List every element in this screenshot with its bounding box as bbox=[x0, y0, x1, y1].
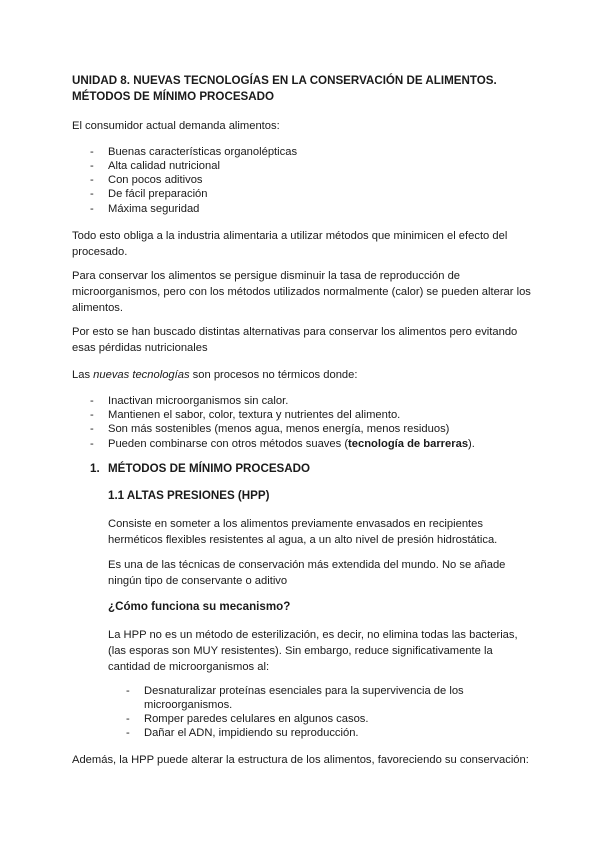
list-bullet: - bbox=[126, 685, 130, 697]
emphasis-term: nuevas tecnologías bbox=[93, 369, 190, 381]
text-run: son procesos no térmicos donde: bbox=[189, 369, 358, 381]
paragraph-line: Por esto se han buscado distintas alternativas para conservar los alimentos pero evitando bbox=[72, 326, 518, 338]
paragraph-line: esas pérdidas nutricionales bbox=[72, 342, 208, 354]
list-bullet: - bbox=[90, 160, 94, 172]
list-item: De fácil preparación bbox=[108, 188, 208, 200]
list-item: Con pocos aditivos bbox=[108, 174, 203, 186]
text-run: ). bbox=[468, 438, 475, 450]
paragraph-line: (las esporas son MUY resistentes). Sin embargo, reduce significativamente la bbox=[108, 645, 493, 657]
list-bullet: - bbox=[90, 174, 94, 186]
intro-text: El consumidor actual demanda alimentos: bbox=[72, 120, 280, 132]
text-run: Las bbox=[72, 369, 94, 381]
list-item: Inactivan microorganismos sin calor. bbox=[108, 395, 289, 407]
bold-term: tecnología de barreras bbox=[348, 438, 469, 450]
list-item: Buenas características organolépticas bbox=[108, 146, 298, 158]
section-number: 1. bbox=[90, 462, 100, 475]
subsection-heading: 1.1 ALTAS PRESIONES (HPP) bbox=[108, 489, 270, 502]
list-bullet: - bbox=[90, 146, 94, 158]
paragraph-line: cantidad de microorganismos al: bbox=[108, 661, 270, 673]
list-bullet: - bbox=[90, 188, 94, 200]
list-item: Dañar el ADN, impidiendo su reproducción. bbox=[144, 727, 359, 739]
section-heading: MÉTODOS DE MÍNIMO PROCESADO bbox=[108, 462, 311, 475]
list-item: Romper paredes celulares en algunos casos. bbox=[144, 713, 369, 725]
list-item bbox=[108, 436, 475, 452]
paragraph-line: Para conservar los alimentos se persigue disminuir la tasa de reproducción de bbox=[72, 270, 461, 282]
list-bullet: - bbox=[90, 409, 94, 421]
document-title-line-2: MÉTODOS DE MÍNIMO PROCESADO bbox=[72, 90, 275, 103]
list-item: Máxima seguridad bbox=[108, 203, 200, 215]
list-bullet: - bbox=[90, 395, 94, 407]
paragraph-line: herméticos flexibles resistentes al agua, a un alto nivel de presión hidrostática. bbox=[108, 534, 498, 546]
list-bullet: - bbox=[90, 423, 94, 435]
document-title-line-1: UNIDAD 8. NUEVAS TECNOLOGÍAS EN LA CONSERVACIÓN DE ALIMENTOS. bbox=[72, 74, 497, 87]
paragraph-line: Es una de las técnicas de conservación más extendida del mundo. No se añade bbox=[108, 559, 506, 571]
paragraph-line: ningún tipo de conservante o aditivo bbox=[108, 575, 288, 587]
list-bullet: - bbox=[90, 203, 94, 215]
text-run: Pueden combinarse con otros métodos suaves ( bbox=[108, 438, 349, 450]
list-item: Alta calidad nutricional bbox=[108, 160, 220, 172]
list-item: Mantienen el sabor, color, textura y nutrientes del alimento. bbox=[108, 409, 401, 421]
closing-paragraph: Además, la HPP puede alterar la estructura de los alimentos, favoreciendo su conservación: bbox=[72, 754, 529, 766]
paragraph-line: alimentos. bbox=[72, 302, 123, 314]
list-item: Son más sostenibles (menos agua, menos energía, menos residuos) bbox=[108, 423, 450, 435]
paragraph-line: microorganismos, pero con los métodos utilizados normalmente (calor) se pueden alterar los bbox=[72, 286, 531, 298]
list-bullet: - bbox=[126, 727, 130, 739]
mechanism-heading: ¿Cómo funciona su mecanismo? bbox=[108, 600, 291, 613]
list-bullet: - bbox=[126, 713, 130, 725]
paragraph-line: La HPP no es un método de esterilización, es decir, no elimina todas las bacterias, bbox=[108, 629, 518, 641]
paragraph-line: Consiste en someter a los alimentos previamente envasados en recipientes bbox=[108, 518, 483, 530]
new-tech-intro bbox=[72, 367, 357, 383]
paragraph-line: procesado. bbox=[72, 246, 128, 258]
list-bullet: - bbox=[90, 438, 94, 450]
paragraph-line: Todo esto obliga a la industria alimentaria a utilizar métodos que minimicen el efecto del bbox=[72, 230, 508, 242]
list-item-continuation: microorganismos. bbox=[144, 699, 233, 711]
list-item: Desnaturalizar proteínas esenciales para la supervivencia de los bbox=[144, 685, 464, 697]
